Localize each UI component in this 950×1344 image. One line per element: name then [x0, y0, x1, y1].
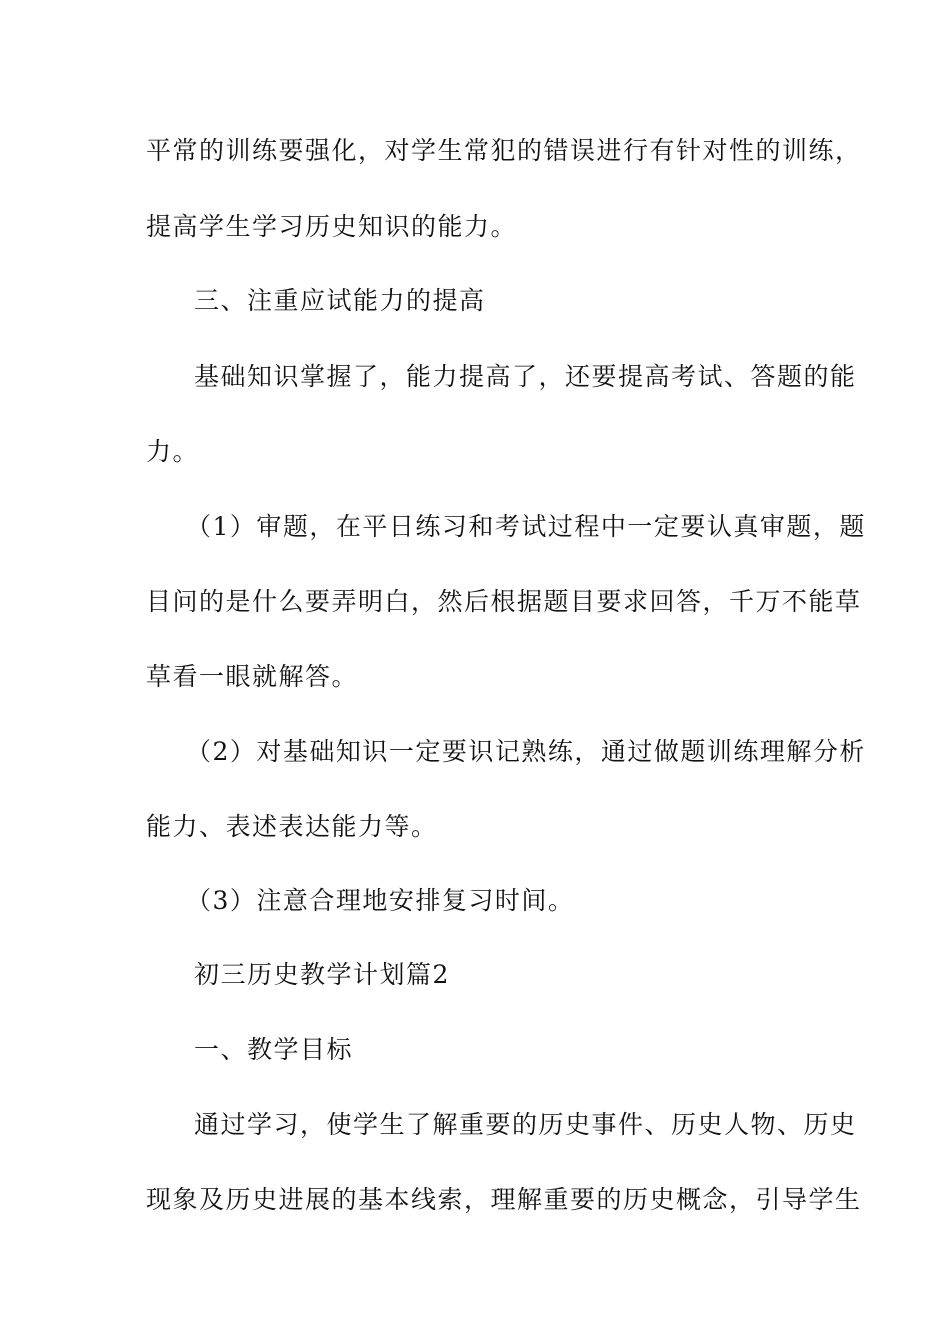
section-heading: 三、注重应试能力的提高 [194, 286, 486, 315]
document-title: 初三历史教学计划篇2 [194, 960, 450, 989]
section-heading: 一、教学目标 [194, 1035, 354, 1064]
list-item-line: （2）对基础知识一定要识记熟练，通过做题训练理解分析 [186, 737, 866, 766]
list-item-line: （1）审题，在平日练习和考试过程中一定要认真审题，题 [186, 512, 866, 541]
body-text-line: 现象及历史进展的基本线索，理解重要的历史概念，引导学生 [146, 1185, 862, 1214]
body-text-line: 目问的是什么要弄明白，然后根据题目要求回答，千万不能草 [146, 587, 862, 616]
body-text-line: 力。 [146, 437, 200, 466]
body-text-line: 草看一眼就解答。 [146, 662, 359, 691]
body-text-line: 平常的训练要强化，对学生常犯的错误进行有针对性的训练， [146, 136, 862, 165]
body-text-line: 通过学习，使学生了解重要的历史事件、历史人物、历史 [194, 1110, 857, 1139]
body-text-line: 提高学生学习历史知识的能力。 [146, 212, 518, 241]
body-text-line: 基础知识掌握了，能力提高了，还要提高考试、答题的能 [194, 362, 857, 391]
list-item-line: （3）注意合理地安排复习时间。 [186, 886, 575, 915]
body-text-line: 能力、表述表达能力等。 [146, 812, 438, 841]
